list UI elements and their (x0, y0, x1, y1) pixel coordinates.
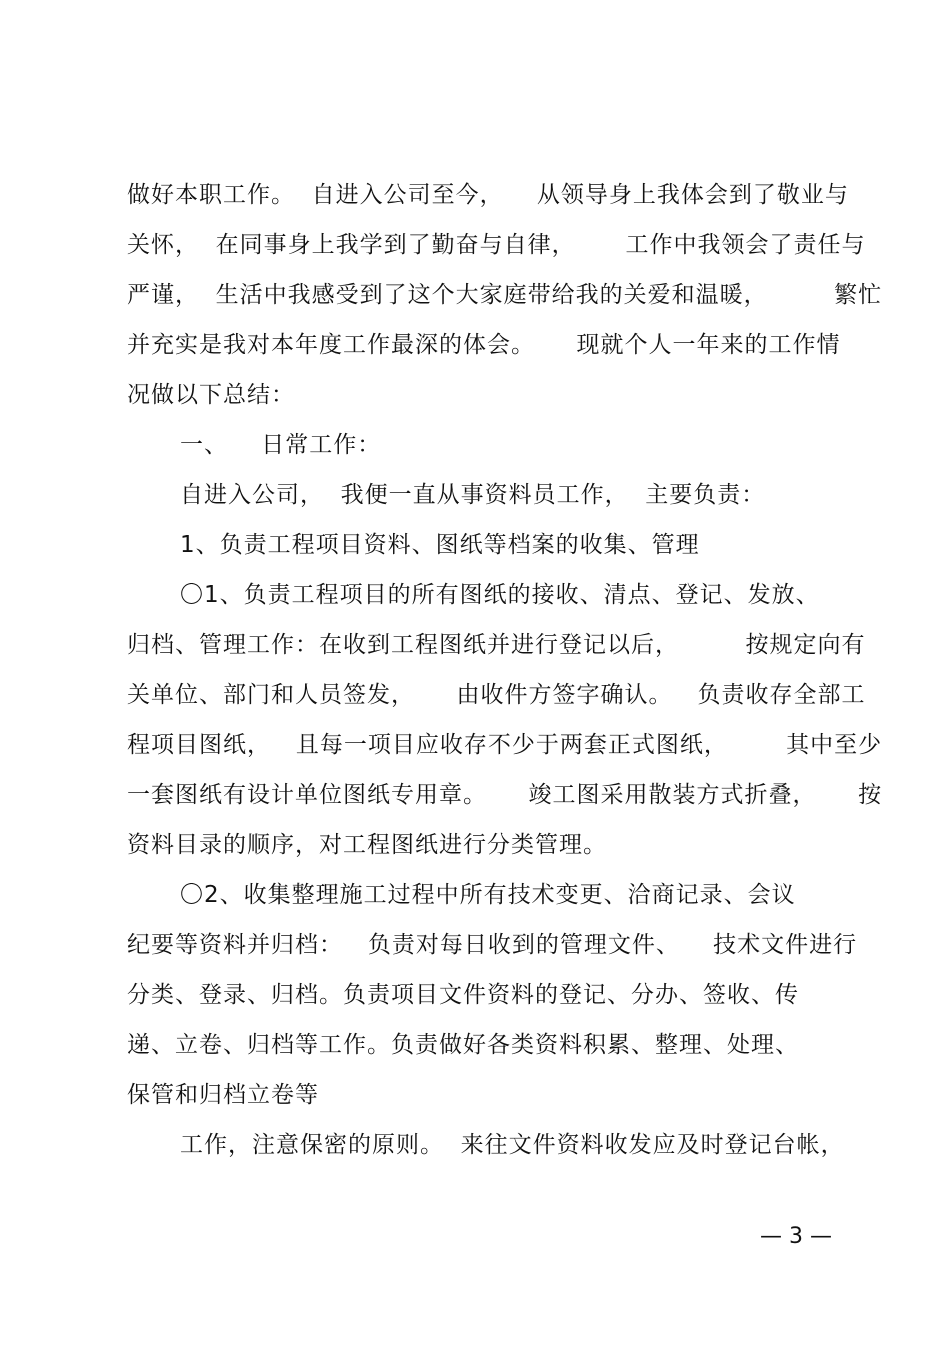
body-text-line: 递、立卷、归档等工作。负责做好各类资料积累、整理、处理、 (127, 1032, 799, 1058)
body-text-line: 纪要等资料并归档： 负责对每日收到的管理文件、 技术文件进行 (127, 932, 858, 958)
body-text-line: 〇2、收集整理施工过程中所有技术变更、洽商记录、会议 (180, 882, 796, 908)
body-text-line: 并充实是我对本年度工作最深的体会。 现就个人一年来的工作情 (127, 332, 841, 358)
body-text-line: 关怀， 在同事身上我学到了勤奋与自律， 工作中我领会了责任与 (127, 232, 866, 258)
body-text-line: 资料目录的顺序，对工程图纸进行分类管理。 (127, 832, 607, 858)
body-text-line: 归档、管理工作：在收到工程图纸并进行登记以后， 按规定向有 (127, 632, 866, 658)
body-text-line: 分类、登录、归档。负责项目文件资料的登记、分办、签收、传 (127, 982, 799, 1008)
body-text-line: 关单位、部门和人员签发， 由收件方签字确认。 负责收存全部工 (127, 682, 866, 708)
page-number: — 3 — (760, 1224, 832, 1249)
body-text-line: 程项目图纸， 且每一项目应收存不少于两套正式图纸， 其中至少 (127, 732, 883, 758)
body-text-line: 工作，注意保密的原则。 来往文件资料收发应及时登记台帐， (180, 1132, 845, 1158)
body-text-line: 自进入公司， 我便一直从事资料员工作， 主要负责： (180, 482, 766, 508)
body-text-line: 况做以下总结： (127, 382, 295, 408)
section-heading: 一、 日常工作： (180, 432, 382, 458)
body-text-line: 保管和归档立卷等 (127, 1082, 319, 1108)
body-text-line: 做好本职工作。 自进入公司至今， 从领导身上我体会到了敬业与 (127, 182, 849, 208)
body-text-line: 〇1、负责工程项目的所有图纸的接收、清点、登记、发放、 (180, 582, 820, 608)
body-text-line: 一套图纸有设计单位图纸专用章。 竣工图采用散装方式折叠， 按 (127, 782, 883, 808)
body-text-line: 严谨， 生活中我感受到了这个大家庭带给我的关爱和温暖， 繁忙 (127, 282, 883, 308)
list-item-heading: 1、负责工程项目资料、图纸等档案的收集、管理 (180, 532, 700, 558)
